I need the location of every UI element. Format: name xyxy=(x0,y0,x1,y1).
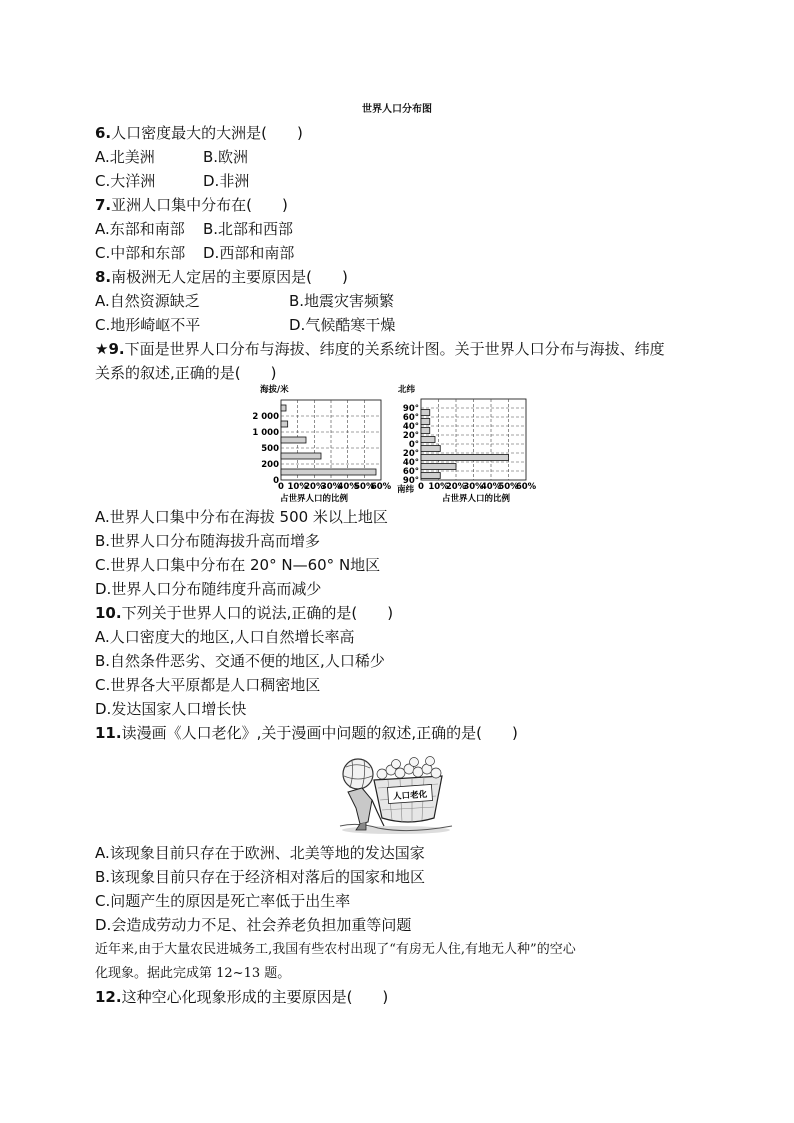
question-number: 12. xyxy=(95,988,122,1006)
alt-xtick-label: 0 xyxy=(278,482,284,492)
lat-ytick-label: 20° xyxy=(402,449,419,459)
option-7d: D.西部和南部 xyxy=(203,244,295,262)
alt-xtick-label: 50% xyxy=(354,482,375,492)
question-12 xyxy=(95,987,388,1007)
lat-xtick-label: 30% xyxy=(463,482,484,492)
alt-ytick-label: 200 xyxy=(261,460,279,470)
option-6a: A.北美洲 xyxy=(95,148,155,166)
lat-bar-6 xyxy=(421,419,430,425)
question-9-stem-cont: 关系的叙述,正确的是( ) xyxy=(95,364,277,382)
option-6c: C.大洋洲 xyxy=(95,172,156,190)
option-10d: D.发达国家人口增长快 xyxy=(95,700,247,718)
option-11d: D.会造成劳动力不足、社会养老负担加重等问题 xyxy=(95,916,412,934)
question-number: 10. xyxy=(95,604,122,622)
cartoon-label: 人口老化 xyxy=(392,789,428,803)
question-6 xyxy=(95,123,303,143)
latitude-chart-xlabel: 占世界人口的比例 xyxy=(442,494,511,504)
altitude-chart-xlabel: 占世界人口的比例 xyxy=(280,494,349,504)
question-stem: 下列关于世界人口的说法,正确的是( ) xyxy=(121,604,394,622)
option-8b: B.地震灾害频繁 xyxy=(289,292,395,310)
question-stem: 亚洲人口集中分布在( ) xyxy=(111,196,288,214)
alt-ytick-label: 1 000 xyxy=(252,428,279,438)
lat-xtick-label: 10% xyxy=(428,482,449,492)
lat-xtick-label: 60% xyxy=(515,482,537,492)
alt-bar-3 xyxy=(281,421,288,427)
altitude-chart-ylabel: 海拔/米 xyxy=(260,385,289,395)
lat-ytick-label: 60° xyxy=(402,413,419,423)
lat-bar-2 xyxy=(421,455,509,461)
alt-bar-2 xyxy=(281,437,306,443)
lat-bar-1 xyxy=(421,464,456,470)
passage-line-2: 化现象。据此完成第 12~13 题。 xyxy=(95,966,291,981)
option-7a: A.东部和南部 xyxy=(95,220,185,238)
option-6b: B.欧洲 xyxy=(203,148,249,166)
alt-ytick-label: 500 xyxy=(261,444,279,454)
lat-ytick-label: 40° xyxy=(402,422,419,432)
alt-bar-4 xyxy=(281,405,286,411)
question-11 xyxy=(95,723,518,743)
question-7 xyxy=(95,195,288,215)
question-stem: 下面是世界人口分布与海拔、纬度的关系统计图。关于世界人口分布与海拔、纬度 xyxy=(124,340,665,358)
option-9d: D.世界人口分布随纬度升高而减少 xyxy=(95,580,322,598)
option-10c: C.世界各大平原都是人口稠密地区 xyxy=(95,676,321,694)
alt-xtick-label: 10% xyxy=(287,482,308,492)
question-8 xyxy=(95,267,348,287)
question-stem: 南极洲无人定居的主要原因是( ) xyxy=(111,268,348,286)
lat-ytick-label: 0° xyxy=(408,440,419,450)
option-11a: A.该现象目前只存在于欧洲、北美等地的发达国家 xyxy=(95,844,425,862)
aging-population-cartoon xyxy=(338,752,454,836)
question-stem: 这种空心化现象形成的主要原因是( ) xyxy=(121,988,389,1006)
figure-title: 世界人口分布图 xyxy=(362,104,432,115)
latitude-chart-ylabel-bottom: 南纬 xyxy=(397,485,415,495)
lat-ytick-label: 20° xyxy=(402,431,419,441)
question-10 xyxy=(95,603,393,623)
question-9 xyxy=(95,339,665,359)
altitude-chart xyxy=(252,382,402,504)
lat-ytick-label: 90° xyxy=(402,476,419,486)
option-8c: C.地形崎岖不平 xyxy=(95,316,201,334)
question-stem: 读漫画《人口老化》,关于漫画中问题的叙述,正确的是( ) xyxy=(121,724,518,742)
alt-xtick-label: 60% xyxy=(370,482,392,492)
alt-xtick-label: 20% xyxy=(304,482,325,492)
latitude-chart xyxy=(396,382,546,504)
option-10b: B.自然条件恶劣、交通不便的地区,人口稀少 xyxy=(95,652,385,670)
lat-xtick-label: 0 xyxy=(418,482,424,492)
lat-bar-5 xyxy=(421,428,430,434)
alt-ytick-label: 2 000 xyxy=(252,412,279,422)
option-7c: C.中部和东部 xyxy=(95,244,186,262)
alt-ytick-label: 0 xyxy=(273,476,279,486)
lat-ytick-label: 90° xyxy=(402,404,419,414)
alt-bar-1 xyxy=(281,453,321,459)
alt-xtick-label: 40% xyxy=(337,482,358,492)
question-number: 6. xyxy=(95,124,112,142)
question-number: ★9. xyxy=(95,340,125,358)
alt-xtick-label: 30% xyxy=(320,482,342,492)
lat-bar-7 xyxy=(421,410,430,416)
lat-xtick-label: 40% xyxy=(480,482,502,492)
option-6d: D.非洲 xyxy=(203,172,250,190)
latitude-chart-ylabel: 北纬 xyxy=(398,385,416,395)
option-8a: A.自然资源缺乏 xyxy=(95,292,200,310)
question-number: 7. xyxy=(95,196,112,214)
lat-xtick-label: 20% xyxy=(445,482,467,492)
lat-ytick-label: 60° xyxy=(402,467,419,477)
option-11c: C.问题产生的原因是死亡率低于出生率 xyxy=(95,892,351,910)
lat-bar-0 xyxy=(421,473,440,479)
lat-ytick-label: 40° xyxy=(402,458,419,468)
passage-line-1: 近年来,由于大量农民进城务工,我国有些农村出现了“有房无人住,有地无人种”的空心 xyxy=(95,942,576,957)
alt-bar-0 xyxy=(281,469,376,475)
option-9b: B.世界人口分布随海拔升高而增多 xyxy=(95,532,321,550)
question-number: 11. xyxy=(95,724,122,742)
lat-bar-4 xyxy=(421,437,435,443)
option-7b: B.北部和西部 xyxy=(203,220,294,238)
option-11b: B.该现象目前只存在于经济相对落后的国家和地区 xyxy=(95,868,426,886)
option-10a: A.人口密度大的地区,人口自然增长率高 xyxy=(95,628,355,646)
question-number: 8. xyxy=(95,268,112,286)
lat-bar-3 xyxy=(421,446,440,452)
option-9a: A.世界人口集中分布在海拔 500 米以上地区 xyxy=(95,508,388,526)
option-9c: C.世界人口集中分布在 20° N—60° N地区 xyxy=(95,556,381,574)
option-8d: D.气候酷寒干燥 xyxy=(289,316,396,334)
question-stem: 人口密度最大的大洲是( ) xyxy=(111,124,303,142)
lat-xtick-label: 50% xyxy=(498,482,519,492)
